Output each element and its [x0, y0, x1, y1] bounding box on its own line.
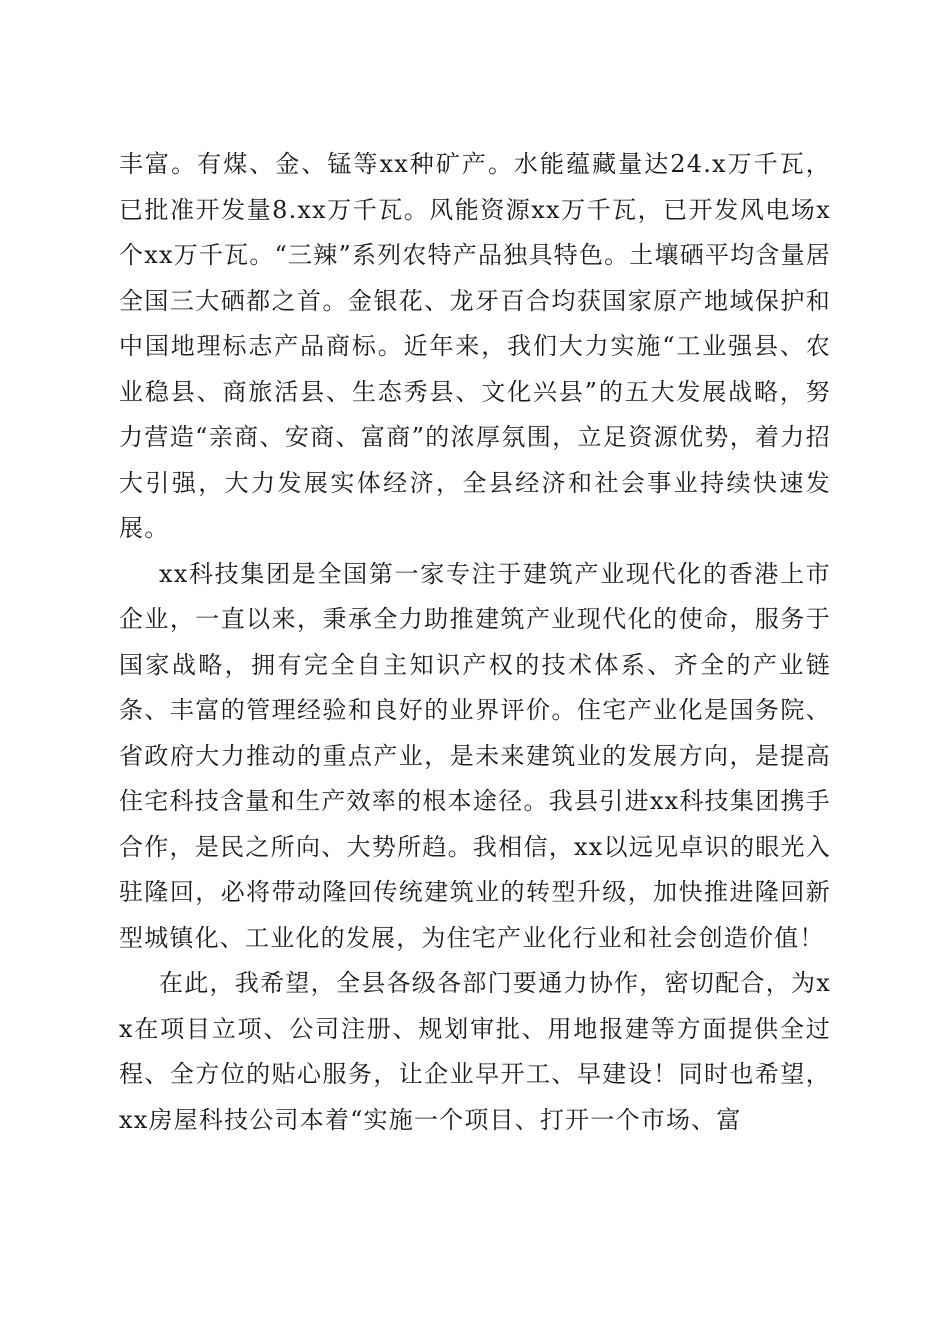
paragraph-company-intro: xx科技集团是全国第一家专注于建筑产业现代化的香港上市企业，一直以来，秉承全力助推建筑产业现代化的使命，服务于国家战略，拥有完全自主知识产权的技术体系、齐全的产业链条、丰富的管理经验和良好的业界评价。住宅产业化是国务院、省政府大力推动的重点产业，是未来建筑业的发展方向，是提高住宅科技含量和生产效率的根本途径。我县引进xx科技集团携手合作，是民之所向、大势所趋。我相信，xx以远见卓识的眼光入驻隆回，必将带动隆回传统建筑业的转型升级，加快推进隆回新型城镇化、工业化的发展，为住宅产业化行业和社会创造价值！: [119, 559, 831, 952]
document-body: [119, 142, 831, 1143]
paragraph-hope: 在此，我希望，全县各级各部门要通力协作，密切配合，为xx在项目立项、公司注册、规划审批、用地报建等方面提供全过程、全方位的贴心服务，让企业早开工、早建设！同时也希望，xx房屋科技公司本着“实施一个项目、打开一个市场、富: [119, 969, 831, 1134]
paragraph-continued: 丰富。有煤、金、锰等xx种矿产。水能蕴藏量达24.x万千瓦，已批准开发量8.xx万千瓦。风能资源xx万千瓦，已开发风电场x个xx万千瓦。“三辣”系列农特产品独具特色。土壤硒平均含量居全国三大硒都之首。金银花、龙牙百合均获国家原产地域保护和中国地理标志产品商标。近年来，我们大力实施“工业强县、农业稳县、商旅活县、生态秀县、文化兴县”的五大发展战略，努力营造“亲商、安商、富商”的浓厚氛围，立足资源优势，着力招大引强，大力发展实体经济，全县经济和社会事业持续快速发展。: [119, 150, 831, 542]
